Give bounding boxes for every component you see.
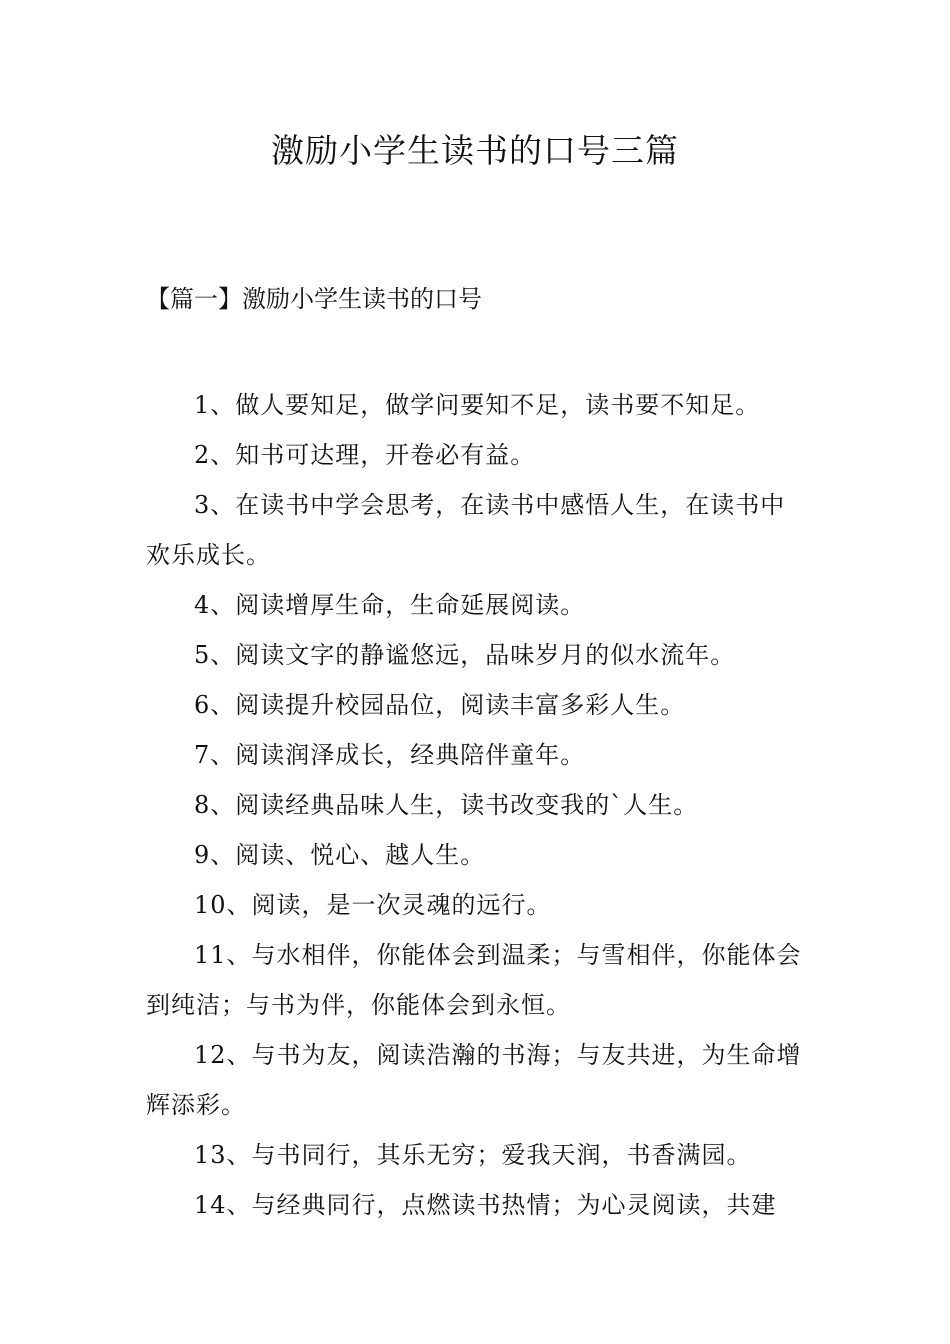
slogan-item: 5、阅读文字的静谧悠远，品味岁月的似水流年。 <box>194 641 736 669</box>
slogan-item: 2、知书可达理，开卷必有益。 <box>194 441 536 469</box>
slogan-list <box>146 380 808 1230</box>
section-heading: 【篇一】激励小学生读书的口号 <box>146 285 482 313</box>
slogan-item: 11、与水相伴，你能体会到温柔；与雪相伴，你能体会到纯洁；与书为伴，你能体会到永恒。 <box>146 941 802 1019</box>
slogan-item: 1、做人要知足，做学问要知不足，读书要不知足。 <box>194 391 761 419</box>
slogan-item: 8、阅读经典品味人生，读书改变我的`人生。 <box>194 791 699 819</box>
slogan-item: 4、阅读增厚生命，生命延展阅读。 <box>194 591 586 619</box>
slogan-item: 12、与书为友，阅读浩瀚的书海；与友共进，为生命增辉添彩。 <box>146 1041 802 1119</box>
slogan-item: 7、阅读润泽成长，经典陪伴童年。 <box>194 741 586 769</box>
slogan-item: 10、阅读，是一次灵魂的远行。 <box>194 891 552 919</box>
slogan-item: 6、阅读提升校园品位，阅读丰富多彩人生。 <box>194 691 686 719</box>
slogan-item: 14、与经典同行，点燃读书热情；为心灵阅读，共建 <box>194 1191 777 1219</box>
slogan-item: 3、在读书中学会思考，在读书中感悟人生，在读书中欢乐成长。 <box>146 491 786 569</box>
document-title: 激励小学生读书的口号三篇 <box>271 131 679 170</box>
slogan-item: 9、阅读、悦心、越人生。 <box>194 841 486 869</box>
slogan-item: 13、与书同行，其乐无穷；爱我天润，书香满园。 <box>194 1141 752 1169</box>
